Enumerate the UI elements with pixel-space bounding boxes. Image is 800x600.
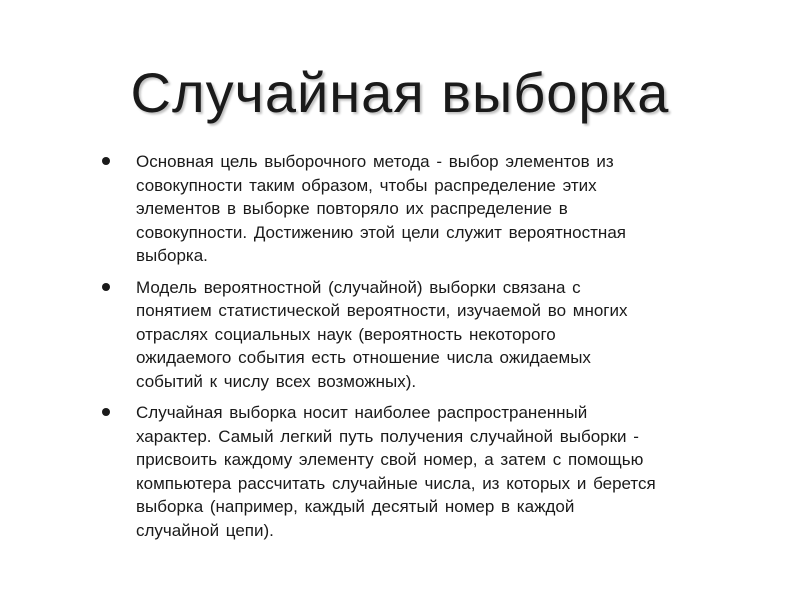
bullet-text-line: присвоить каждому элементу свой номер, а затем с помощью	[136, 450, 644, 469]
slide-title: Случайная выборка	[130, 61, 670, 124]
bullet-text-line: характер. Самый легкий путь получения случайной выборки -	[136, 426, 639, 446]
bullet-text-line: выборка.	[136, 246, 208, 265]
bullet-text-line: совокупности таким образом, чтобы распределение этих	[136, 175, 597, 195]
bullet-text-line: Основная цель выборочного метода - выбор элементов из	[136, 152, 614, 171]
bullet-text-line: отраслях социальных наук (вероятность некоторого	[136, 324, 556, 344]
bullet-dot-icon	[102, 283, 110, 291]
bullet-text-line: совокупности. Достижению этой цели служит вероятностная	[136, 222, 626, 242]
bullet-dot-icon	[102, 157, 110, 165]
bullet-text-line: выборка (например, каждый десятый номер в каждой	[136, 497, 575, 516]
bullet-item-2	[100, 276, 720, 394]
bullet-text-line: событий к числу всех возможных).	[136, 371, 417, 391]
bullet-text-line: ожидаемого события есть отношение числа ожидаемых	[136, 348, 591, 367]
bullet-text-line: Случайная выборка носит наиболее распространенный	[136, 403, 588, 422]
bullet-item-3	[100, 401, 720, 542]
bullet-text-line: компьютера рассчитать случайные числа, из которых и берется	[136, 473, 656, 493]
bullet-text-line: случайной цепи).	[136, 520, 274, 540]
bullet-text-line: элементов в выборке повторяло их распределение в	[136, 199, 568, 218]
bullet-dot-icon	[102, 408, 110, 416]
bullet-text-line: понятием статистической вероятности, изучаемой во многих	[136, 301, 628, 320]
bullet-text-line: Модель вероятностной (случайной) выборки связана с	[136, 277, 581, 297]
bullet-list	[100, 150, 720, 550]
bullet-item-1	[100, 150, 720, 268]
